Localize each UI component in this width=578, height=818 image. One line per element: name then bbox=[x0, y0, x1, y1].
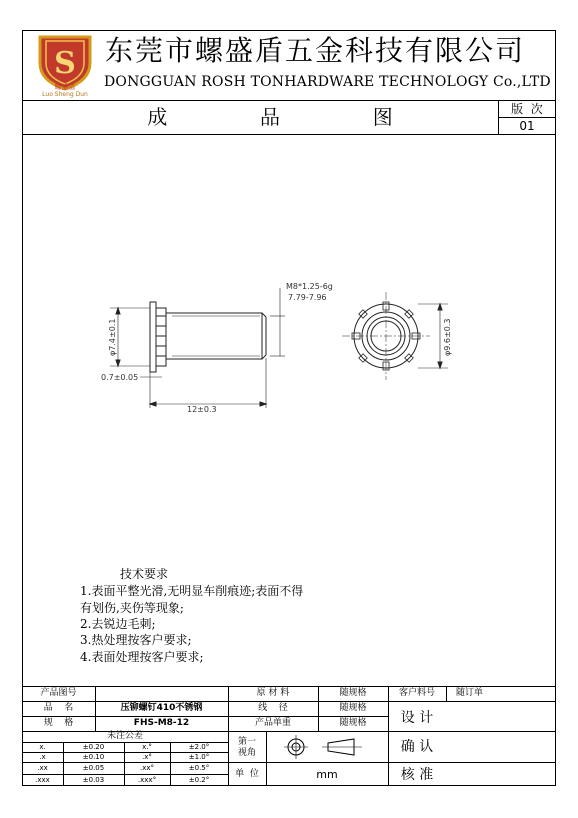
tol-row-3-b: ±0.05 bbox=[82, 764, 105, 772]
name-value: 压铆螺钉410不锈钢 bbox=[120, 703, 203, 713]
tol-row-1-d: ±2.0° bbox=[188, 743, 210, 751]
spec-label: 规 格 bbox=[43, 718, 74, 728]
material-label: 原 材 料 bbox=[256, 688, 290, 698]
head-thickness-label: 0.7±0.05 bbox=[101, 373, 139, 382]
first-angle-projection-symbol bbox=[278, 735, 378, 759]
tol-row-3-a: .xx bbox=[37, 764, 48, 772]
weight-label: 产品单重 bbox=[254, 718, 291, 728]
spec-value: FHS-M8-12 bbox=[133, 718, 190, 728]
version-value: 01 bbox=[519, 119, 535, 133]
tol-row-1-a: x. bbox=[39, 743, 46, 751]
customer-no-value: 随订单 bbox=[456, 688, 484, 698]
requirement-item-3: 2.去锐边毛刺; bbox=[80, 617, 156, 631]
drawing-title: 成 品 图 bbox=[147, 105, 393, 129]
company-name-en: DONGGUAN ROSH TONHARDWARE TECHNOLOGY Co.,LTD bbox=[104, 74, 551, 90]
tol-row-4-b: ±0.03 bbox=[82, 776, 105, 784]
approve-label: 核 准 bbox=[400, 767, 434, 783]
tol-row-2-b: ±0.10 bbox=[82, 753, 105, 761]
tol-row-1-c: x.° bbox=[142, 743, 152, 751]
tol-row-3-c: .xx° bbox=[139, 764, 154, 772]
customer-no-label: 客户料号 bbox=[398, 688, 435, 698]
logo-subtext: Luo Sheng Dun bbox=[42, 91, 88, 98]
tol-row-2-c: .x° bbox=[142, 753, 152, 761]
version-label: 版 次 bbox=[511, 102, 543, 116]
view-label-2: 视角 bbox=[237, 748, 256, 758]
requirement-item-5: 4.表面处理按客户要求; bbox=[80, 650, 204, 664]
tol-row-4-a: .xxx bbox=[35, 776, 50, 784]
tol-row-4-c: .xxx° bbox=[137, 776, 157, 784]
tol-row-3-d: ±0.5° bbox=[188, 764, 210, 772]
flange-dia-label: φ9.6±0.3 bbox=[443, 318, 452, 356]
unit-label: 单 位 bbox=[235, 769, 259, 779]
tol-row-1-b: ±0.20 bbox=[82, 743, 105, 751]
thread-spec-label: M8*1.25-6g bbox=[286, 282, 333, 291]
logo-text: 螺盛盾 bbox=[54, 83, 76, 91]
view-label-1: 第一 bbox=[237, 737, 256, 747]
length-label: 12±0.3 bbox=[187, 405, 217, 414]
design-label: 设 计 bbox=[400, 710, 434, 726]
product-no-label: 产品图号 bbox=[40, 688, 77, 698]
tol-row-2-d: ±1.0° bbox=[188, 753, 210, 761]
unit-value: mm bbox=[316, 768, 338, 781]
material-value: 随规格 bbox=[339, 688, 367, 698]
name-label: 品 名 bbox=[43, 703, 74, 713]
wire-value: 随规格 bbox=[339, 703, 367, 713]
company-name-cn: 东莞市螺盛盾五金科技有限公司 bbox=[105, 34, 526, 67]
requirement-item-1: 1.表面平整光滑,无明显车削痕迹;表面不得 bbox=[80, 584, 304, 598]
thread-range-label: 7.79-7.96 bbox=[288, 293, 327, 302]
tol-row-2-a: .x bbox=[39, 753, 46, 761]
svg-text:S: S bbox=[54, 46, 76, 81]
requirements-title: 技术要求 bbox=[120, 567, 169, 581]
wire-label: 线 径 bbox=[258, 703, 288, 713]
head-dia-label: φ7.4±0.1 bbox=[108, 318, 117, 356]
tol-row-4-d: ±0.2° bbox=[188, 776, 210, 784]
weight-value: 随规格 bbox=[339, 718, 367, 728]
check-label: 确 认 bbox=[400, 739, 434, 755]
requirement-item-4: 3.热处理按客户要求; bbox=[80, 633, 192, 647]
requirement-item-2: 有划伤,夹伤等现象; bbox=[80, 601, 184, 615]
tolerance-title: 未注公差 bbox=[106, 731, 143, 741]
